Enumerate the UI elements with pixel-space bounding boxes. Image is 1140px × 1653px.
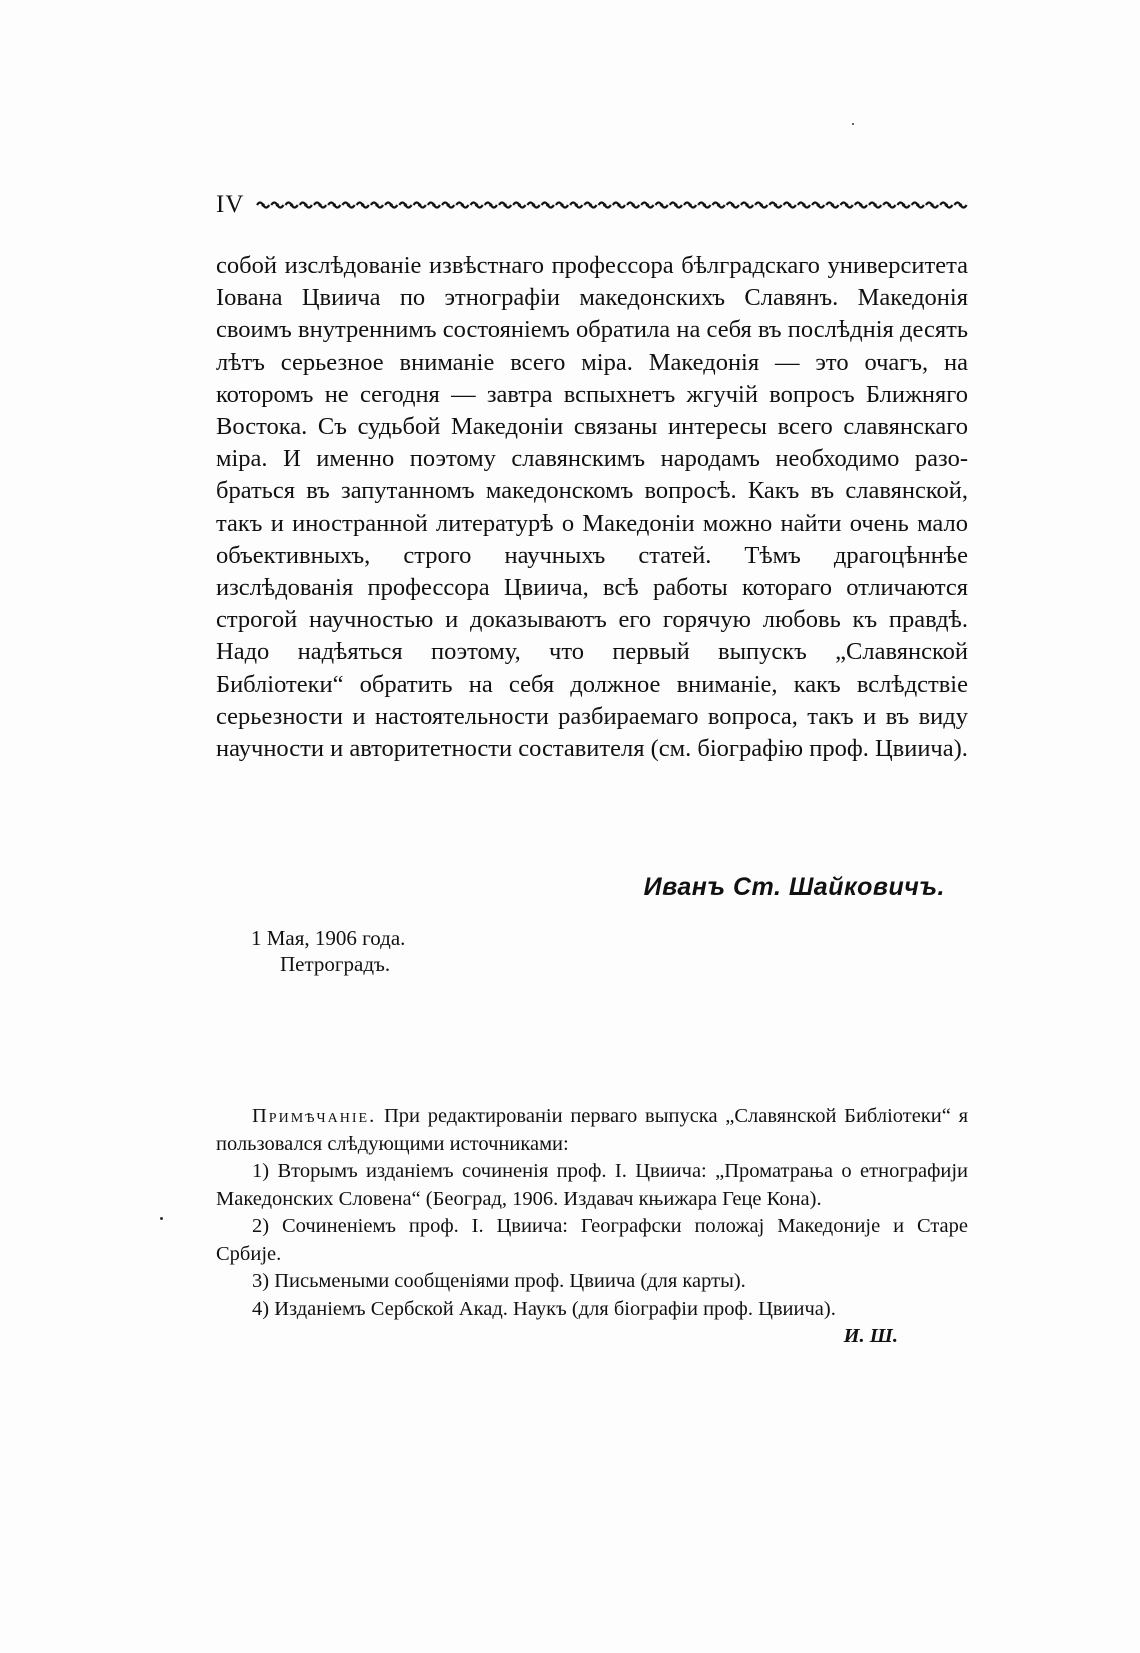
notes-signature: И. Ш.	[843, 1325, 898, 1347]
page-header	[216, 190, 968, 220]
note-item-2: 2) Сочиненіемъ проф. І. Цвиича: Географски положај Македоније и Старе Србије.	[216, 1215, 968, 1265]
note-item-3: 3) Письмеными сообщеніями проф. Цвиича (для карты).	[252, 1270, 746, 1292]
main-text	[216, 250, 968, 765]
notes-intro	[216, 1103, 968, 1158]
notes-section	[216, 1103, 968, 1351]
dateline	[251, 925, 405, 977]
author-signature: Иванъ Ст. Шайковичъ.	[643, 873, 945, 901]
main-paragraph: собой изслѣдованіе извѣстнаго профессора бѣлградскаго университета Іована Цвиича по этнографіи македонскихъ Славянъ. Македонія своимъ внутреннимъ состояніемъ обратила на себя въ послѣднія десять лѣтъ серьезное вниманіе всего міра. Македонія — это очагъ, на которомъ не сегодня — завтра вспыхнетъ жгучій вопросъ Ближняго Востока. Съ судьбой Македоніи связаны интересы всего славянскаго міра. И именно поэтому славянскимъ народамъ необходимо разобраться въ запутанномъ македонскомъ вопросѣ. Какъ въ славянской, такъ и иностранной литературѣ о Македоніи можно найти очень мало объективныхъ, строго научныхъ статей. Тѣмъ драгоцѣннѣе изслѣдованія профессора Цвиича, всѣ работы котораго отличаются строгой научностью и доказываютъ его горячую любовь къ правдѣ. Надо надѣяться поэтому, что первый выпускъ „Славянской Библіотеки“ обратить на себя должное вниманіе, какъ вслѣдствіе серьезности и настоятельности разбираемаго вопроса, такъ и въ виду научности и авторитетности составителя (см. біографію проф. Цвиича).	[216, 252, 968, 763]
notes-label: Примѣчаніе.	[252, 1105, 377, 1127]
note-item-1: 1) Вторымъ изданіемъ сочиненія проф. І. Цвиича: „Проматрања о етнографији Македонских Словена“ (Београд, 1906. Издавач књижара Геце Кона).	[216, 1160, 968, 1210]
ornamental-rule-icon	[256, 198, 968, 212]
place-text: Петроградъ.	[280, 952, 391, 976]
notes-intro-text: При редактированіи перваго выпуска „Славянской Библіотеки“ я пользовался слѣдующими источниками:	[216, 1105, 968, 1155]
date-text: 1 Мая, 1906 года.	[251, 926, 406, 950]
scan-speck	[852, 123, 854, 125]
scan-speck	[160, 1217, 163, 1220]
page-number: IV	[216, 191, 245, 218]
note-item-4: 4) Изданіемъ Сербской Акад. Наукъ (для біографіи проф. Цвиича).	[252, 1297, 836, 1320]
